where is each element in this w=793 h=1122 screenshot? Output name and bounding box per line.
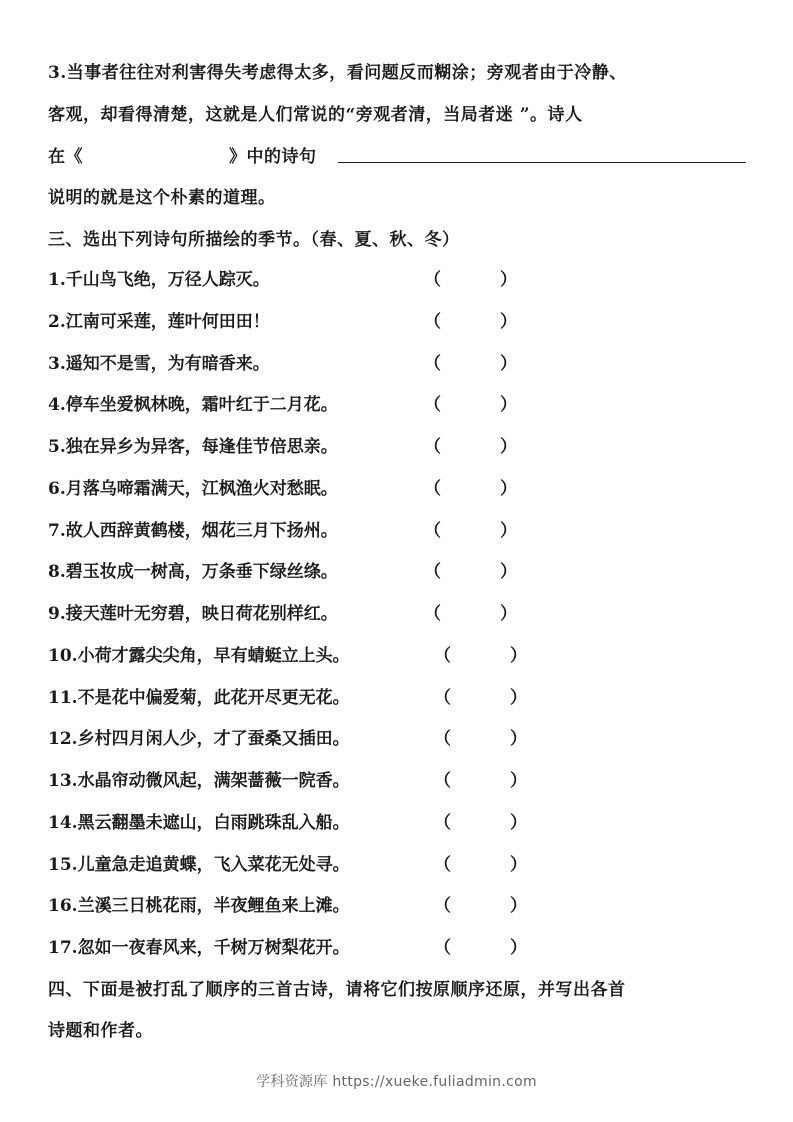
answer-paren-close: ） (500, 479, 517, 499)
answer-paren-open: （ (434, 771, 451, 791)
question-text: 8.碧玉妆成一树高，万条垂下绿丝绦。 (48, 562, 338, 582)
season-answer-blank[interactable] (452, 641, 510, 663)
answer-paren-close: ） (510, 729, 527, 749)
season-answer-blank[interactable] (452, 766, 510, 788)
answer-paren-close: ） (500, 395, 517, 415)
season-answer-blank[interactable] (442, 516, 500, 538)
answer-paren-open: （ (434, 896, 451, 916)
season-answer-blank[interactable] (442, 265, 500, 287)
footer-watermark: 学科资源库 https://xueke.fuliadmin.com (256, 1074, 537, 1090)
answer-paren-close: ） (510, 896, 527, 916)
title-close: 》中的诗句 (229, 147, 317, 167)
paragraph-3-line-3 (48, 142, 317, 167)
answer-paren-open: （ (434, 729, 451, 749)
season-answer-blank[interactable] (442, 432, 500, 454)
answer-paren-open: （ (424, 354, 441, 374)
answer-paren-close: ） (500, 312, 517, 332)
answer-paren-close: ） (500, 437, 517, 457)
question-text: 3.遥知不是雪，为有暗香来。 (48, 354, 270, 374)
season-answer-blank[interactable] (442, 557, 500, 579)
section-3-heading: 三、选出下列诗句所描绘的季节。（春、夏、秋、冬） (48, 230, 460, 250)
season-answer-blank[interactable] (452, 724, 510, 746)
season-answer-blank[interactable] (442, 474, 500, 496)
answer-paren-open: （ (434, 646, 451, 666)
answer-paren-open: （ (424, 437, 441, 457)
answer-paren-open: （ (424, 395, 441, 415)
answer-paren-open: （ (424, 604, 441, 624)
section-4-line-1: 四、下面是被打乱了顺序的三首古诗，请将它们按原顺序还原，并写出各首 (48, 980, 626, 1000)
answer-paren-open: （ (434, 855, 451, 875)
answer-paren-open: （ (424, 312, 441, 332)
question-text: 17.忽如一夜春风来，千树万树梨花开。 (48, 938, 350, 958)
question-text: 1.千山鸟飞绝，万径人踪灭。 (48, 270, 270, 290)
season-answer-blank[interactable] (452, 891, 510, 913)
answer-paren-close: ） (500, 604, 517, 624)
question-text: 2.江南可采莲，莲叶何田田！ (48, 312, 270, 332)
answer-paren-open: （ (424, 562, 441, 582)
answer-paren-close: ） (510, 646, 527, 666)
season-answer-blank[interactable] (442, 390, 500, 412)
title-open: 在《 (48, 147, 83, 167)
question-text: 6.月落乌啼霜满天，江枫渔火对愁眠。 (48, 479, 338, 499)
answer-paren-close: ） (510, 771, 527, 791)
question-text: 11.不是花中偏爱菊，此花开尽更无花。 (48, 688, 350, 708)
paragraph-3-line-2: 客观，却看得清楚，这就是人们常说的“旁观者清，当局者迷 ”。诗人 (48, 105, 583, 125)
season-answer-blank[interactable] (452, 850, 510, 872)
answer-paren-open: （ (434, 938, 451, 958)
question-text: 15.儿童急走追黄蝶，飞入菜花无处寻。 (48, 855, 350, 875)
season-answer-blank[interactable] (442, 307, 500, 329)
season-answer-blank[interactable] (442, 349, 500, 371)
question-text: 4.停车坐爱枫林晚，霜叶红于二月花。 (48, 395, 338, 415)
answer-paren-close: ） (510, 813, 527, 833)
answer-paren-close: ） (500, 562, 517, 582)
season-answer-blank[interactable] (452, 808, 510, 830)
answer-paren-close: ） (500, 270, 517, 290)
answer-paren-open: （ (424, 479, 441, 499)
answer-paren-close: ） (500, 521, 517, 541)
question-text: 5.独在异乡为异客，每逢佳节倍思亲。 (48, 437, 338, 457)
season-answer-blank[interactable] (442, 599, 500, 621)
answer-paren-open: （ (434, 813, 451, 833)
answer-paren-close: ） (510, 688, 527, 708)
section-4-line-2: 诗题和作者。 (48, 1021, 153, 1041)
answer-paren-open: （ (424, 521, 441, 541)
question-text: 7.故人西辞黄鹤楼，烟花三月下扬州。 (48, 521, 338, 541)
question-text: 16.兰溪三日桃花雨，半夜鲤鱼来上滩。 (48, 896, 350, 916)
question-text: 9.接天莲叶无穷碧，映日荷花别样红。 (48, 604, 338, 624)
paragraph-3-line-1: 3.当事者往往对利害得失考虑得太多，看问题反而糊涂；旁观者由于冷静、 (48, 63, 627, 83)
answer-paren-close: ） (510, 855, 527, 875)
verse-answer-blank[interactable] (338, 162, 746, 163)
question-text: 12.乡村四月闲人少，才了蚕桑又插田。 (48, 729, 350, 749)
answer-paren-close: ） (500, 354, 517, 374)
answer-paren-close: ） (510, 938, 527, 958)
question-text: 10.小荷才露尖尖角，早有蜻蜓立上头。 (48, 646, 350, 666)
answer-paren-open: （ (434, 688, 451, 708)
season-answer-blank[interactable] (452, 933, 510, 955)
paragraph-3-line-4: 说明的就是这个朴素的道理。 (48, 188, 276, 208)
answer-paren-open: （ (424, 270, 441, 290)
season-answer-blank[interactable] (452, 683, 510, 705)
question-text: 13.水晶帘动微风起，满架蔷薇一院香。 (48, 771, 350, 791)
question-text: 14.黑云翻墨未遮山，白雨跳珠乱入船。 (48, 813, 350, 833)
